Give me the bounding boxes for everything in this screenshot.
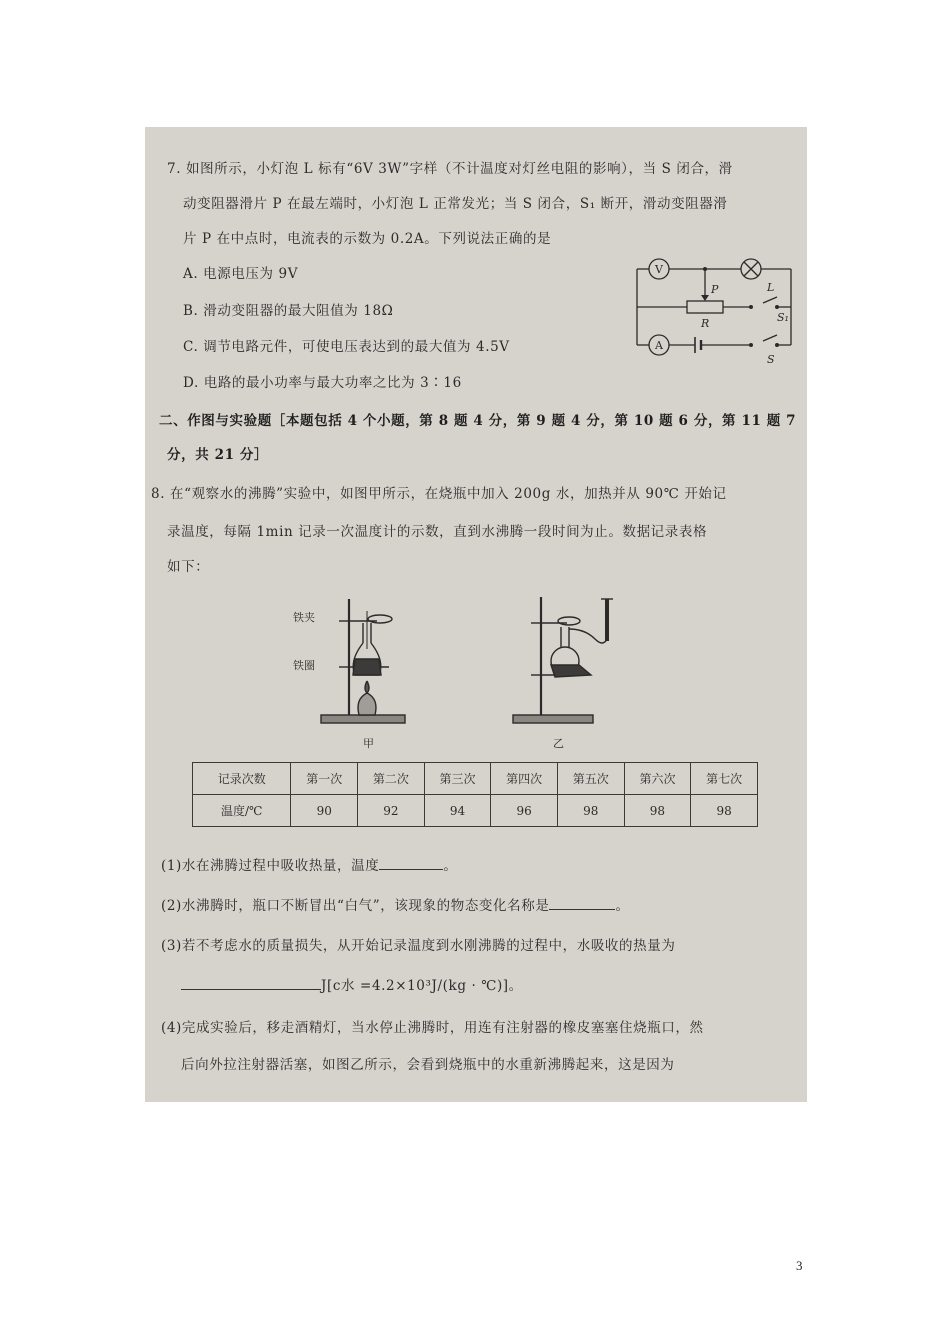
apparatus-figure xyxy=(285,589,635,759)
table-header-cell: 第五次 xyxy=(557,763,624,795)
q7-option-b: B. 滑动变阻器的最大阻值为 18Ω xyxy=(183,303,394,319)
label-iron-ring: 铁圈 xyxy=(293,659,315,672)
q7-option-a: A. 电源电压为 9V xyxy=(183,266,299,282)
table-header-cell: 温度/℃ xyxy=(193,795,291,827)
slider-label: P xyxy=(711,283,719,296)
circuit-diagram xyxy=(629,257,799,367)
table-header-cell: 记录次数 xyxy=(193,763,291,795)
scanned-exam-page xyxy=(145,127,807,1102)
table-header-cell: 第七次 xyxy=(691,763,758,795)
page-number: 3 xyxy=(796,1258,803,1273)
lamp-label: L xyxy=(767,281,775,294)
q8-sub1: (1)水在沸腾过程中吸收热量，温度 。 xyxy=(161,854,457,874)
table-header-cell: 第三次 xyxy=(424,763,491,795)
q8-line2: 录温度，每隔 1min 记录一次温度计的示数，直到水沸腾一段时间为止。数据记录表格 xyxy=(167,524,708,540)
section2-heading-line2: 分，共 21 分］ xyxy=(167,447,269,463)
caption-figure-b: 乙 xyxy=(553,737,564,750)
table-row xyxy=(193,763,758,795)
table-cell: 98 xyxy=(624,795,691,827)
caption-figure-a: 甲 xyxy=(363,737,374,750)
q8-sub4-line2: 后向外拉注射器活塞，如图乙所示，会看到烧瓶中的水重新沸腾起来，这是因为 xyxy=(181,1057,675,1073)
q7-option-d: D. 电路的最小功率与最大功率之比为 3∶16 xyxy=(183,375,462,391)
q8-sub3-line1: (3)若不考虑水的质量损失，从开始记录温度到水刚沸腾的过程中，水吸收的热量为 xyxy=(161,938,676,954)
table-cell: 96 xyxy=(491,795,558,827)
answer-blank-2[interactable] xyxy=(549,895,615,910)
q7-line1: 7. 如图所示，小灯泡 L 标有“6V 3W”字样（不计温度对灯丝电阻的影响），当 S 闭合，滑 xyxy=(167,161,733,177)
q8-sub4-line1: (4)完成实验后，移走酒精灯，当水停止沸腾时，用连有注射器的橡皮塞塞住烧瓶口，然 xyxy=(161,1020,704,1036)
resistor-label: R xyxy=(701,317,710,330)
switch-label: S xyxy=(767,353,775,366)
table-header-cell: 第六次 xyxy=(624,763,691,795)
q8-line1: 8. 在“观察水的沸腾”实验中，如图甲所示，在烧瓶中加入 200g 水，加热并从 90℃ 开始记 xyxy=(151,486,727,502)
section2-heading-line1: 二、作图与实验题［本题包括 4 个小题，第 8 题 4 分，第 9 题 4 分，第 10 题 6 分，第 11 题 7 xyxy=(159,413,797,429)
q8-sub2: (2)水沸腾时，瓶口不断冒出“白气”，该现象的物态变化名称是 。 xyxy=(161,894,630,914)
ammeter-label: A xyxy=(655,339,663,352)
q8-sub3-line2: J[c水 =4.2×10³J/(kg · ℃)]。 xyxy=(181,974,523,994)
table-header-cell: 第四次 xyxy=(491,763,558,795)
temperature-record-table xyxy=(192,762,758,827)
table-cell: 94 xyxy=(424,795,491,827)
table-cell: 90 xyxy=(291,795,358,827)
q7-option-c: C. 调节电路元件，可使电压表达到的最大值为 4.5V xyxy=(183,339,510,355)
table-row xyxy=(193,795,758,827)
q7-line2: 动变阻器滑片 P 在最左端时，小灯泡 L 正常发光；当 S 闭合，S₁ 断开，滑动变阻器滑 xyxy=(183,196,728,212)
answer-blank-3[interactable] xyxy=(181,975,321,990)
table-cell: 98 xyxy=(691,795,758,827)
table-header-cell: 第二次 xyxy=(358,763,425,795)
table-cell: 98 xyxy=(557,795,624,827)
switch1-label: S₁ xyxy=(777,311,789,324)
q8-line3: 如下： xyxy=(167,559,210,575)
answer-blank-1[interactable] xyxy=(379,855,443,870)
voltmeter-label: V xyxy=(655,263,663,276)
label-iron-clamp: 铁夹 xyxy=(293,611,315,624)
q7-line3: 片 P 在中点时，电流表的示数为 0.2A。下列说法正确的是 xyxy=(183,231,552,247)
table-header-cell: 第一次 xyxy=(291,763,358,795)
table-cell: 92 xyxy=(358,795,425,827)
